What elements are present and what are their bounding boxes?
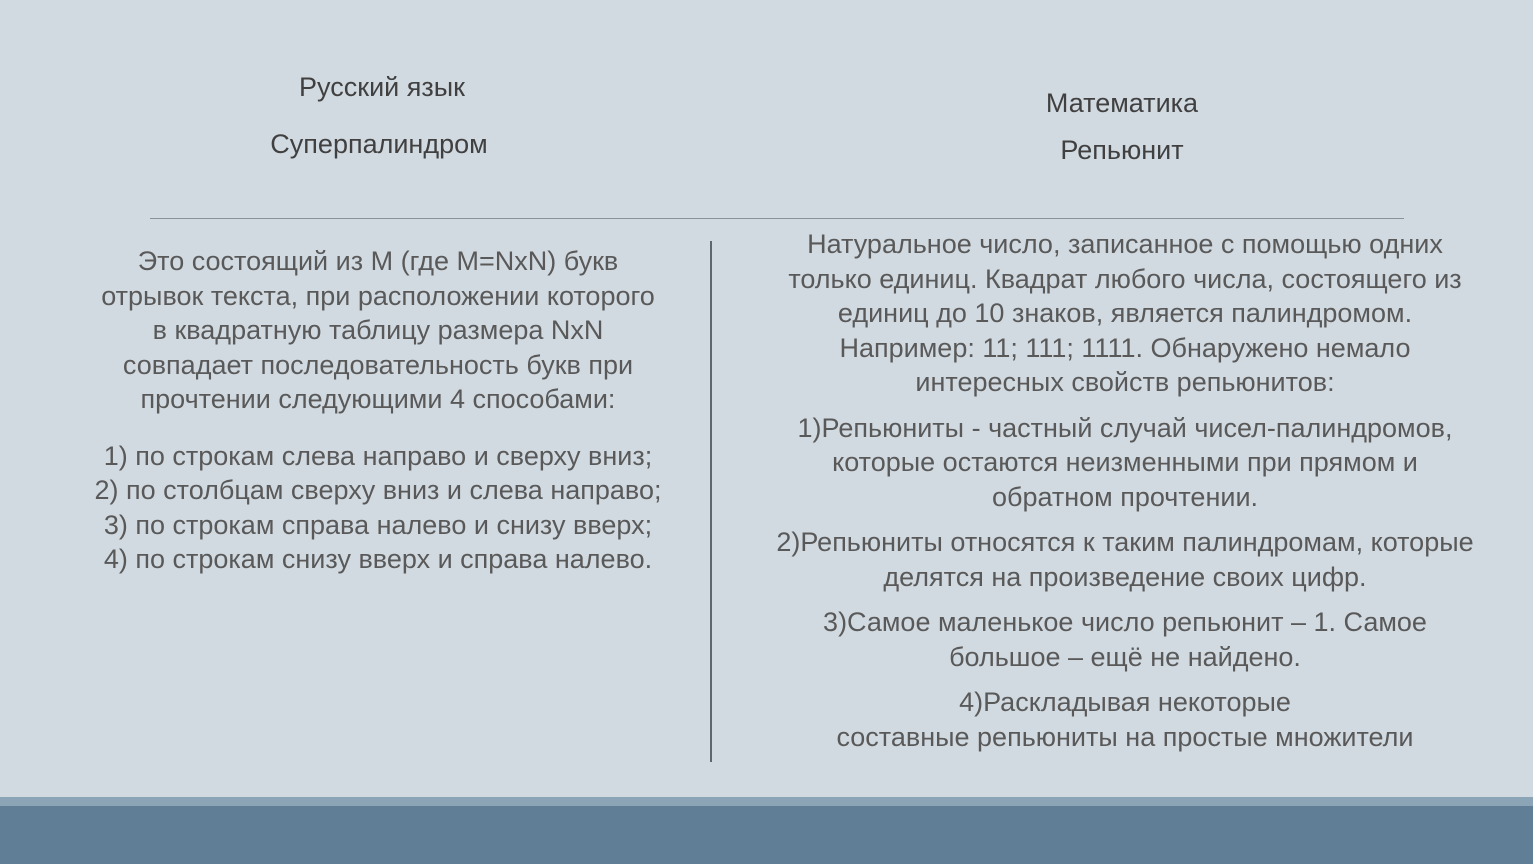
right-property-4: 4)Раскладывая некоторые составные репьюниты на простые множители: [836, 687, 1414, 752]
left-methods-list: 1) по строкам слева направо и сверху вниз; 2) по столбцам сверху вниз и слева направо; 3) по строкам справа налево и снизу вверх; 4) по строкам снизу вверх и справа налево.: [94, 440, 662, 574]
left-column: [62, 244, 694, 588]
footer-accent-strip: [0, 797, 1533, 806]
right-subject-heading: Математика: [1045, 88, 1199, 118]
right-property-3: 3)Самое маленькое число репьюнит – 1. Самое большое – ещё не найдено.: [823, 607, 1427, 672]
right-property-2: 2)Репьюниты относятся к таким палиндромам, которые делятся на произведение своих цифр.: [776, 527, 1474, 592]
right-term-heading: Репьюнит: [1060, 135, 1184, 165]
left-definition-paragraph: Это состоящий из М (где М=NxN) букв отрывок текста, при расположении которого в квадратную таблицу размера NxN совпадает последовательность букв при прочтении следующими 4 способами:: [101, 246, 655, 414]
horizontal-divider: [150, 218, 1404, 219]
left-term-heading: Суперпалиндром: [270, 129, 488, 159]
right-column: [740, 227, 1510, 765]
vertical-divider: [710, 241, 712, 762]
footer-bar: [0, 806, 1533, 864]
right-property-1: 1)Репьюниты - частный случай чисел-палиндромов, которые остаются неизменными при прямом и обратном прочтении.: [797, 412, 1453, 512]
right-definition-paragraph: Натуральное число, записанное с помощью одних только единиц. Квадрат любого числа, состоящего из единиц до 10 знаков, является палиндромом. Например: 11; 111; 1111. Обнаружено немало интересных свойств репьюнитов:: [788, 229, 1462, 397]
left-subject-heading: Русский язык: [299, 72, 465, 102]
